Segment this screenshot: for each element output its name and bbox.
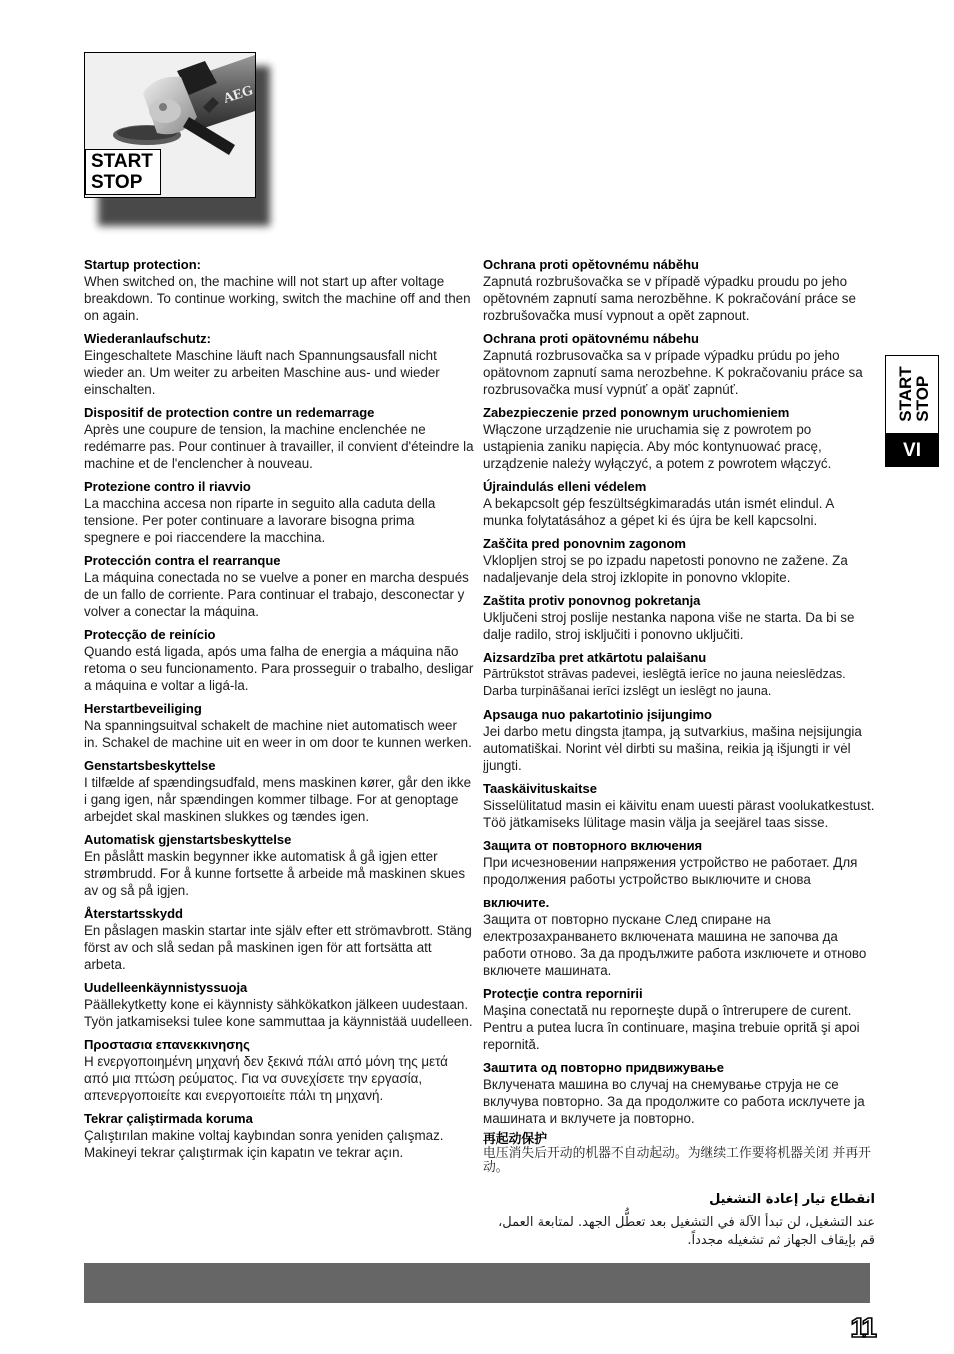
svg-text:AEG: AEG [221,83,255,107]
section-title: Tekrar çaliştirmada koruma [84,1111,253,1126]
section-sv [84,905,474,973]
section-text: Vklopljen stroj se po izpadu napetosti ponovno ne zažene. Za nadaljevanje dela stroj izklopite in ponovno vklopite. [483,553,848,585]
section-zh [483,1133,875,1175]
section-title: 再起动保护 [483,1132,547,1147]
section-text: En påslagen maskin startar inte själv efter ett strömavbrott. Stäng först av och slå sedan på maskinen igen för att fortsätta att arbeta. [84,923,472,972]
section-title: Taaskäivituskaitse [483,781,597,796]
section-text: Η ενεργοποιημένη μηχανή δεν ξεκινά πάλι από μόνη της μετά από μια πτώση ρεύματος. Για να συνεχίσετε την εργασία, απενεργοποιείτε και ενεργοποιείτε πάλι τη μηχανή. [84,1054,448,1103]
right-column [483,256,875,1256]
stop-label: STOP [91,172,143,193]
section-et [483,780,875,831]
section-title: Protecţie contra repornirii [483,986,643,1001]
section-title: Aizsardzība pret atkārtotu palaišanu [483,650,707,665]
start-label: START [91,151,153,172]
section-title: Zaštita protiv ponovnog pokretanja [483,593,701,608]
section-text: Uključeni stroj poslije nestanka napona više ne starta. Da bi se dalje radilo, stroj isključiti i ponovno uključiti. [483,610,855,642]
section-title: Προστασια επανεκκινησης [84,1037,250,1052]
section-title: انقطاع تيار إعادة التشغيل [709,1192,875,1207]
section-title: Genstartsbeskyttelse [84,758,216,773]
section-text: I tilfælde af spændingsudfald, mens maskinen kører, går den ikke i gang igen, når spændingen kommer tilbage. For at genoptage arbejdet skal maskinen slukkes og tændes igen. [84,775,472,824]
section-de [84,330,474,398]
section-text: Päällekytketty kone ei käynnisty sähkökatkon jälkeen uudestaan. Työn jatkamiseksi tulee kone sammuttaa ja käynnistää uudelleen. [84,997,473,1029]
figure [84,52,256,198]
section-it [84,478,474,546]
section-text: Quando está ligada, após uma falha de energia a máquina não retoma o seu funcionamento. Para prosseguir o trabalho, desligar a máquina e voltar a ligá-la. [84,644,474,693]
section-fr [84,404,474,472]
page-number: 11 [850,1312,874,1343]
section-title: Herstartbeveiliging [84,701,202,716]
section-ru [483,837,875,888]
section-nl [84,700,474,751]
section-title: Uudelleenkäynnistyssuoja [84,980,248,995]
section-text: La macchina accesa non riparte in seguito alla caduta della tensione. Per poter continuare a lavorare bisogna prima spegnere e poi riaccendere la macchina. [84,496,436,545]
section-fi [84,979,474,1030]
section-lv [483,649,875,700]
section-bg [483,894,875,979]
section-cs [483,256,875,324]
section-sl [483,535,875,586]
section-text: Après une coupure de tension, la machine enclenchée ne redémarre pas. Pour continuer à travailler, il convient d'éteindre la machine et de l'enclencher à nouveau. [84,422,474,471]
section-text: Sisselülitatud masin ei käivitu enam uuesti pärast voolukatkestust. Töö jätkamiseks lülitage masin välja ja seejärel taas sisse. [483,798,875,830]
side-tab-label-box [885,355,939,434]
section-text: Jei darbo metu dingsta įtampa, ją sutvarkius, mašina neįsijungia automatiškai. Norint vėl dirbti su mašina, reikia ją išjungti ir vėl įjungti. [483,724,862,773]
section-title: Apsauga nuo pakartotinio įsijungimo [483,707,712,722]
section-text: Pārtrūkstot strāvas padevei, ieslēgtā ierīce no jauna neieslēdzas. Darba turpināšanai ierīci izslēgt un ieslēgt no jauna. [483,667,846,698]
section-title: Dispositif de protection contre un redemarrage [84,405,375,420]
section-text: Maşina conectată nu reporneşte după o întrerupere de curent. Pentru a putea lucra în continuare, maşina trebuie oprită şi apoi repornită. [483,1003,860,1052]
section-en [84,256,474,324]
section-title: Protezione contro il riavvio [84,479,251,494]
section-text: En påslått maskin begynner ikke automatisk å gå igjen etter strømbrudd. For å kunne fortsette å arbeide må maskinen skues av og så på igjen. [84,849,466,898]
section-title: Zabezpieczenie przed ponownym uruchomieniem [483,405,790,420]
section-title: включите. [483,895,550,910]
section-title: Защита от повторного включения [483,838,703,853]
section-ar [483,1191,875,1250]
section-text: При исчезновении напряжения устройство не работает. Для продолжения работы устройство выключите и снова [483,855,858,887]
section-hr [483,592,875,643]
section-title: Wiederanlaufschutz: [84,331,212,346]
section-da [84,757,474,825]
section-text: 电压消失后开动的机器不自动起动。为继续工作要将机器关闭 并再开动。 [483,1146,871,1175]
start-stop-label [85,149,161,195]
angle-grinder-image [84,52,256,198]
section-title: Ochrana proti opätovnému nábehu [483,331,699,346]
section-text: Защита от повторно пускане След спиране на електрозахранването включената машина не започва да работи отново. За да продължите работа изключете и отново включете машината. [483,912,867,978]
section-pt [84,626,474,694]
section-sk [483,330,875,398]
section-text: A bekapcsolt gép feszültségkimaradás után ismét elindul. A munka folytatásához a gépet ki és újra be kell kapcsolni. [483,496,834,528]
section-lt [483,706,875,774]
section-text: Na spanningsuitval schakelt de machine niet automatisch weer in. Schakel de machine uit en weer in om door te kunnen werken. [84,718,472,750]
left-column [84,256,474,1167]
section-text: Włączone urządzenie nie uruchamia się z powrotem po ustąpienia zaniku napięcia. Aby móc kontynuować pracę, urządzenie należy wyłączyć, a potem z powrotem włączyć. [483,422,832,471]
section-title: Återstartsskydd [84,906,183,921]
section-hu [483,478,875,529]
section-es [84,552,474,620]
section-no [84,831,474,899]
section-text: Вклучената машина во случај на снемување струја не се вклучува повторно. За да продолжите со работа исклучете ја машината и вклучете ја повторно. [483,1077,865,1126]
section-ro [483,985,875,1053]
section-tr [84,1110,474,1161]
side-tab-start: START [896,366,915,422]
section-mk [483,1059,875,1127]
section-pl [483,404,875,472]
section-text: La máquina conectada no se vuelve a poner en marcha después de un fallo de corriente. Para continuar el trabajo, desconectar y volver a conectar la máquina. [84,570,469,619]
footer-bar [84,1263,870,1303]
section-text: عند التشغيل، لن تبدأ الآلة في التشغيل بعد تعطُّل الجهد. لمتابعة العمل، قم بإيقاف الجهاز ثم تشغيله مجدداً. [498,1215,875,1248]
section-text: Zapnutá rozbrušovačka se v případě výpadku proudu po jeho opětovném zapnutí sama nerozběhne. K pokračování práce se rozbrušovačka musí vypnout a opět zapnout. [483,274,856,323]
section-text: When switched on, the machine will not start up after voltage breakdown. To continue working, switch the machine off and then on again. [84,274,471,323]
section-title: Protección contra el rearranque [84,553,281,568]
section-title: Protecção de reinício [84,627,216,642]
side-tab-text [897,366,931,421]
section-el [84,1036,474,1104]
section-text: Çalıştırılan makine voltaj kaybından sonra yeniden çalışmaz. Makineyi tekrar çalıştırmak için kapatın ve tekrar açın. [84,1128,444,1160]
section-title: Ochrana proti opětovnému náběhu [483,257,699,272]
section-title: Zaščita pred ponovnim zagonom [483,536,686,551]
section-title: Заштита од повторно придвижување [483,1060,725,1075]
section-title: Automatisk gjenstartsbeskyttelse [84,832,292,847]
side-tab-stop: STOP [913,375,932,422]
section-text: Zapnutá rozbrusovačka sa v prípade výpadku prúdu po jeho opätovnom zapnutí sama nerozbehne. K pokračovaniu práce sa rozbrusovačka musí vypnúť a opäť zapnúť. [483,348,863,397]
section-title: Startup protection: [84,257,201,272]
section-text: Eingeschaltete Maschine läuft nach Spannungsausfall nicht wieder an. Um weiter zu arbeiten Maschine aus- und wieder einschalten. [84,348,440,397]
side-tab-section: VI [885,434,939,467]
section-title: Újraindulás elleni védelem [483,479,647,494]
side-tab [885,355,939,467]
